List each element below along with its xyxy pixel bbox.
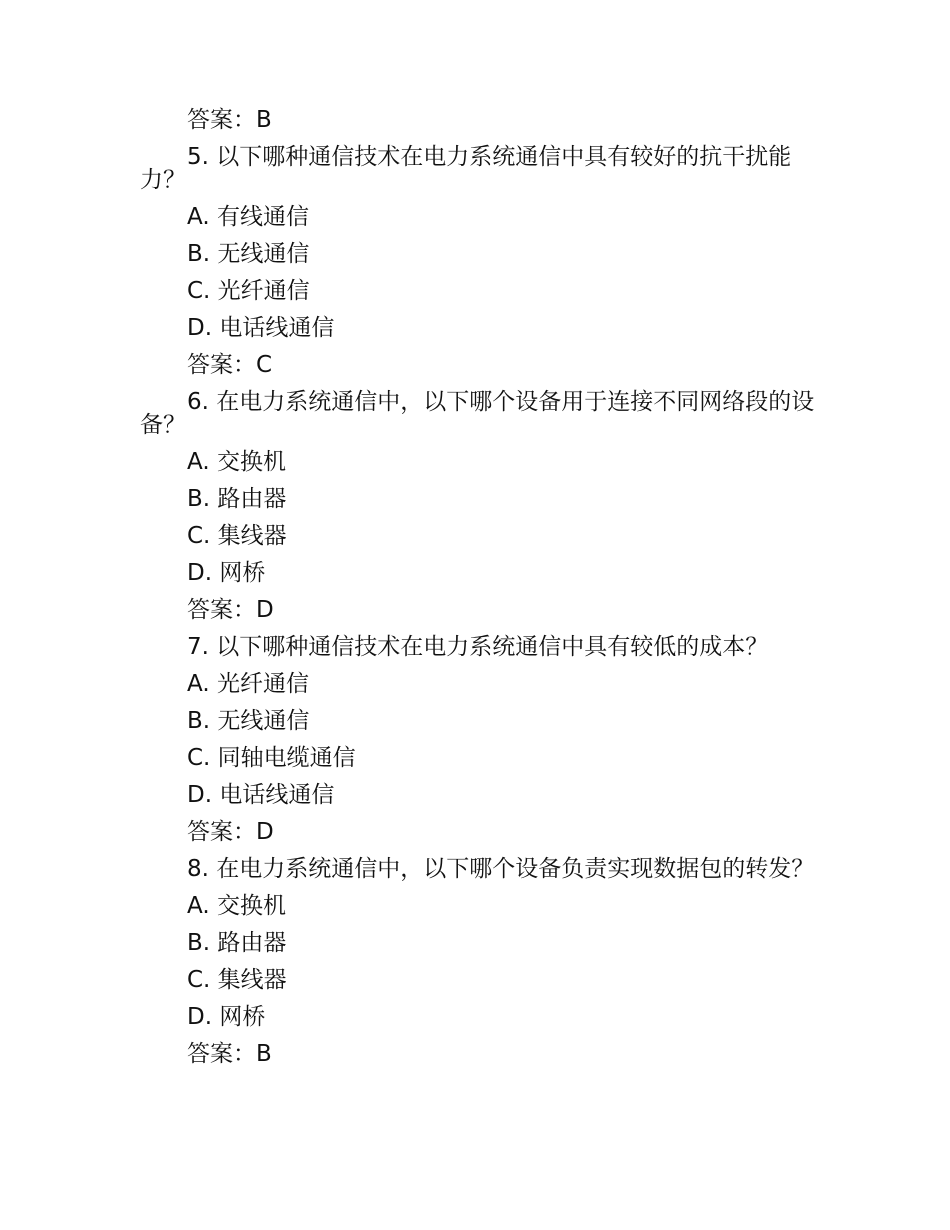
option-d: D. 网桥 [187,1004,266,1030]
question-7: 7. 以下哪种通信技术在电力系统通信中具有较低的成本？ [187,634,769,660]
answer-line: 答案：C [187,352,273,378]
option-c: C. 同轴电缆通信 [187,745,356,771]
question-5: 5. 以下哪种通信技术在电力系统通信中具有较好的抗干扰能力？ [140,144,792,193]
option-c: C. 集线器 [187,523,287,549]
option-b: B. 路由器 [187,486,287,512]
option-d: D. 网桥 [187,560,266,586]
answer-line: 答案：D [187,819,274,845]
option-a: A. 交换机 [187,893,286,919]
option-c: C. 集线器 [187,967,287,993]
option-b: B. 无线通信 [187,241,310,267]
quiz-content [140,102,820,1073]
answer-line: 答案：B [187,1041,272,1067]
option-c: C. 光纤通信 [187,278,310,304]
option-b: B. 无线通信 [187,708,310,734]
option-b: B. 路由器 [187,930,287,956]
option-d: D. 电话线通信 [187,782,335,808]
answer-line: 答案：B [187,107,272,133]
option-d: D. 电话线通信 [187,315,335,341]
option-a: A. 光纤通信 [187,671,309,697]
question-8: 8. 在电力系统通信中，以下哪个设备负责实现数据包的转发？ [187,856,815,882]
answer-line: 答案：D [187,597,274,623]
question-6: 6. 在电力系统通信中，以下哪个设备用于连接不同网络段的设备？ [140,389,815,438]
option-a: A. 有线通信 [187,204,309,230]
option-a: A. 交换机 [187,449,286,475]
